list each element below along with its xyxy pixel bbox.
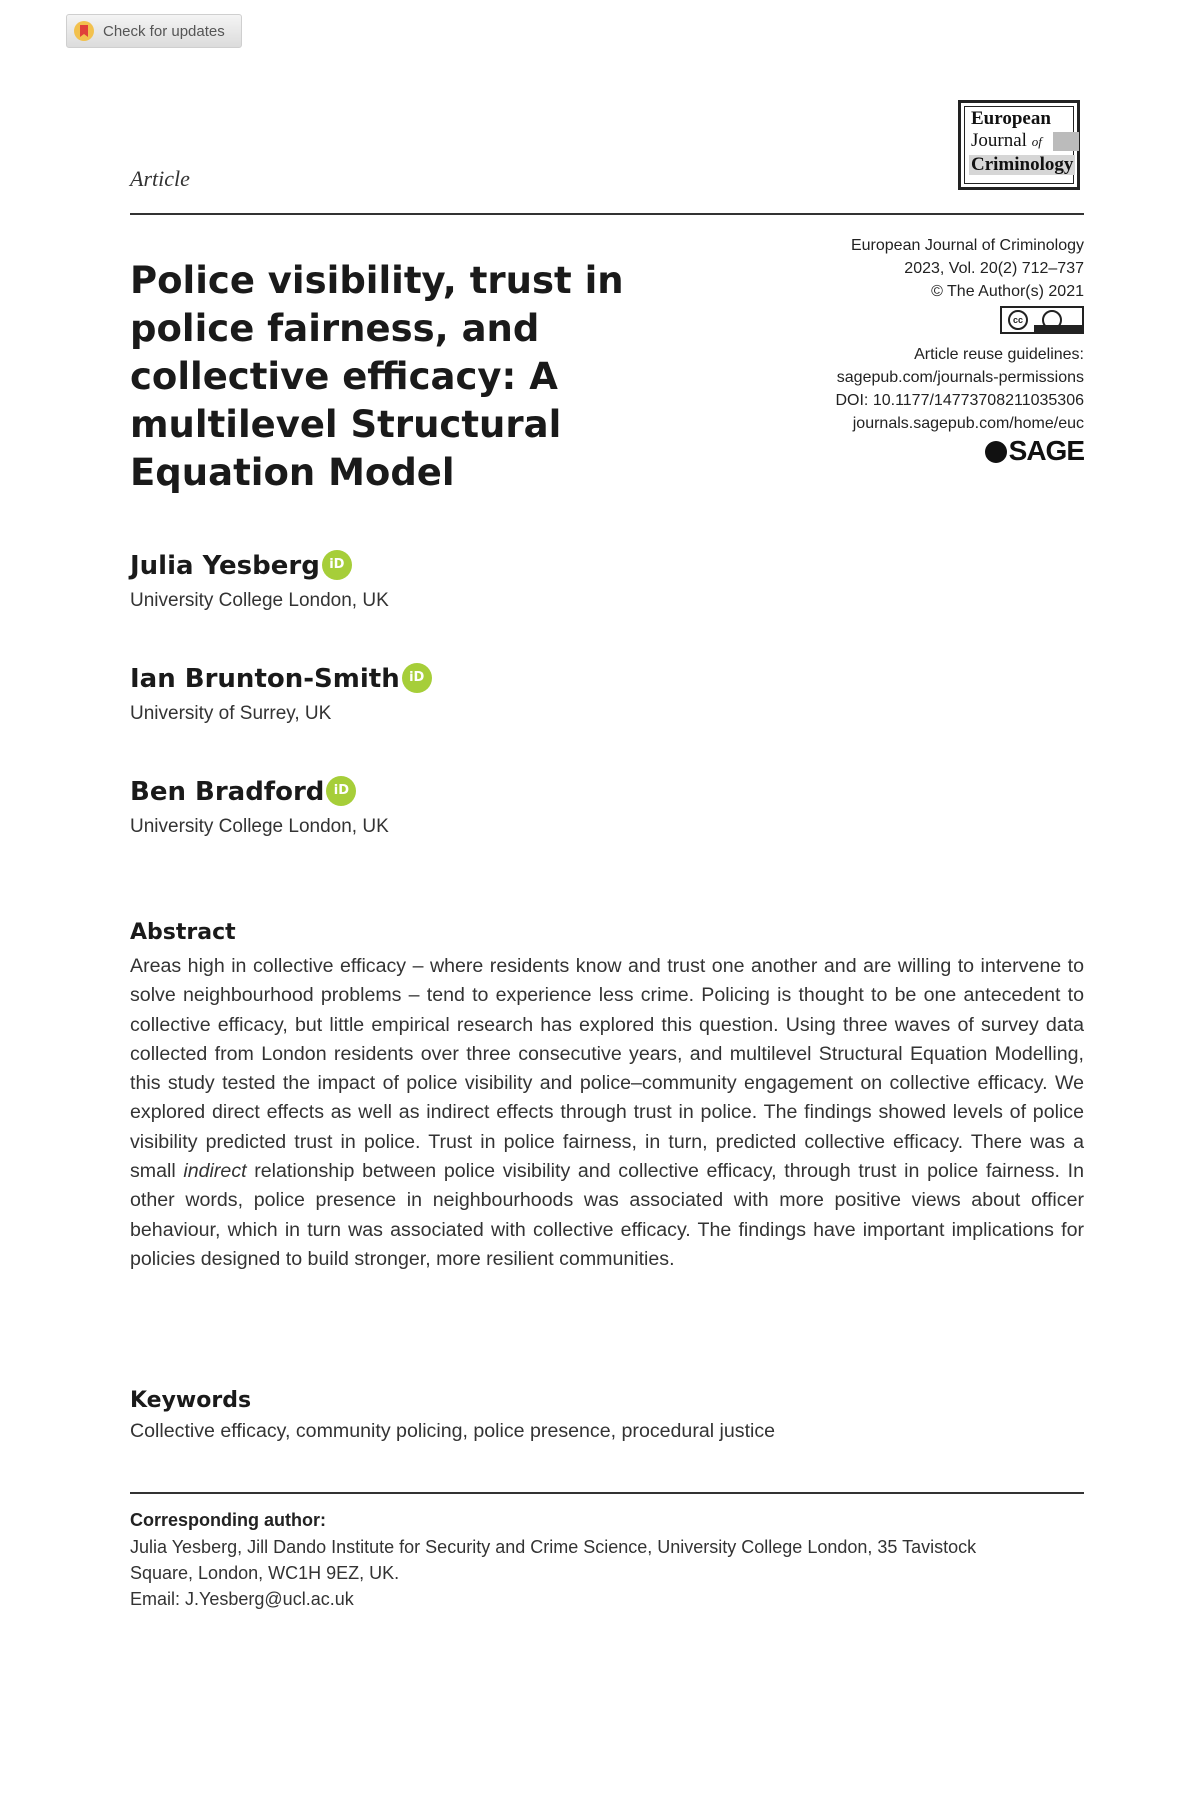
corresponding-author-heading: Corresponding author: xyxy=(130,1510,326,1530)
author-name: Ian Brunton-Smith iD xyxy=(130,663,432,694)
author-name: Ben Bradford iD xyxy=(130,776,356,807)
sage-dot-icon xyxy=(985,441,1007,463)
corresponding-author-details: Julia Yesberg, Jill Dando Institute for Security and Crime Science, University College London, 35 Tavistock Square, London, WC1H 9EZ, UK. Email: J.Yesberg@ucl.ac.uk xyxy=(130,1537,977,1609)
keywords-heading: Keywords xyxy=(130,1388,252,1413)
cc-by-license-icon[interactable]: cc xyxy=(1000,306,1084,334)
journal-logo xyxy=(958,100,1080,190)
abstract-heading: Abstract xyxy=(130,920,236,945)
journal-logo-line1: European xyxy=(971,108,1051,129)
publication-meta xyxy=(760,234,1084,466)
author-affiliation: University College London, UK xyxy=(130,816,389,837)
reuse-link[interactable]: sagepub.com/journals-permissions xyxy=(836,369,1084,386)
author-affiliation: University College London, UK xyxy=(130,590,389,611)
journal-logo-line2: Journal of xyxy=(971,131,1042,152)
journal-logo-line3: Criminology xyxy=(971,154,1074,175)
doi[interactable]: DOI: 10.1177/14773708211035306 xyxy=(835,392,1084,409)
bookmark-update-icon xyxy=(73,20,95,42)
author-affiliation: University of Surrey, UK xyxy=(130,703,332,724)
footer-rule xyxy=(130,1492,1084,1494)
author-email-link[interactable]: J.Yesberg@ucl.ac.uk xyxy=(185,1589,354,1609)
article-type-label: Article xyxy=(130,166,190,191)
orcid-icon[interactable]: iD xyxy=(326,776,356,806)
header-rule xyxy=(130,213,1084,215)
check-for-updates-button[interactable] xyxy=(66,14,242,48)
sage-logo: SAGE xyxy=(760,439,1084,463)
article-title: Police visibility, trust in police fairness, and collective efficacy: A multilevel Structural Equation Model xyxy=(130,259,624,494)
check-for-updates-label: Check for updates xyxy=(103,22,225,40)
volume-info: 2023, Vol. 20(2) 712–737 xyxy=(904,260,1084,277)
reuse-label: Article reuse guidelines: xyxy=(914,346,1084,363)
author-name: Julia Yesberg iD xyxy=(130,550,352,581)
journal-home-link[interactable]: journals.sagepub.com/home/euc xyxy=(852,415,1084,432)
keywords-list: Collective efficacy, community policing, police presence, procedural justice xyxy=(130,1420,776,1442)
abstract-body: Areas high in collective efficacy – where residents know and trust one another and are willing to intervene to solve neighbourhood problems – tend to experience less crime. Policing is thought to be one antecedent to collective efficacy, but little empirical research has explored this question. Using three waves of survey data collected from London residents over three consecutive years, and multilevel Structural Equation Modelling, this study tested the impact of police visibility and police–community engagement on collective efficacy. We explored direct effects as well as indirect effects through trust in police. The findings showed levels of police visibility predicted trust in police. Trust in police fairness, in turn, predicted collective efficacy. There was a small indirect relationship between police visibility and collective efficacy, through trust in police fairness. In other words, police presence in neighbourhoods was associated with more positive views about officer behaviour, which in turn was associated with collective efficacy. The findings have important implications for policies designed to build stronger, more resilient communities. xyxy=(130,955,1085,1270)
copyright: © The Author(s) 2021 xyxy=(931,283,1084,300)
orcid-icon[interactable]: iD xyxy=(322,550,352,580)
journal-name: European Journal of Criminology xyxy=(850,237,1084,254)
orcid-icon[interactable]: iD xyxy=(402,663,432,693)
